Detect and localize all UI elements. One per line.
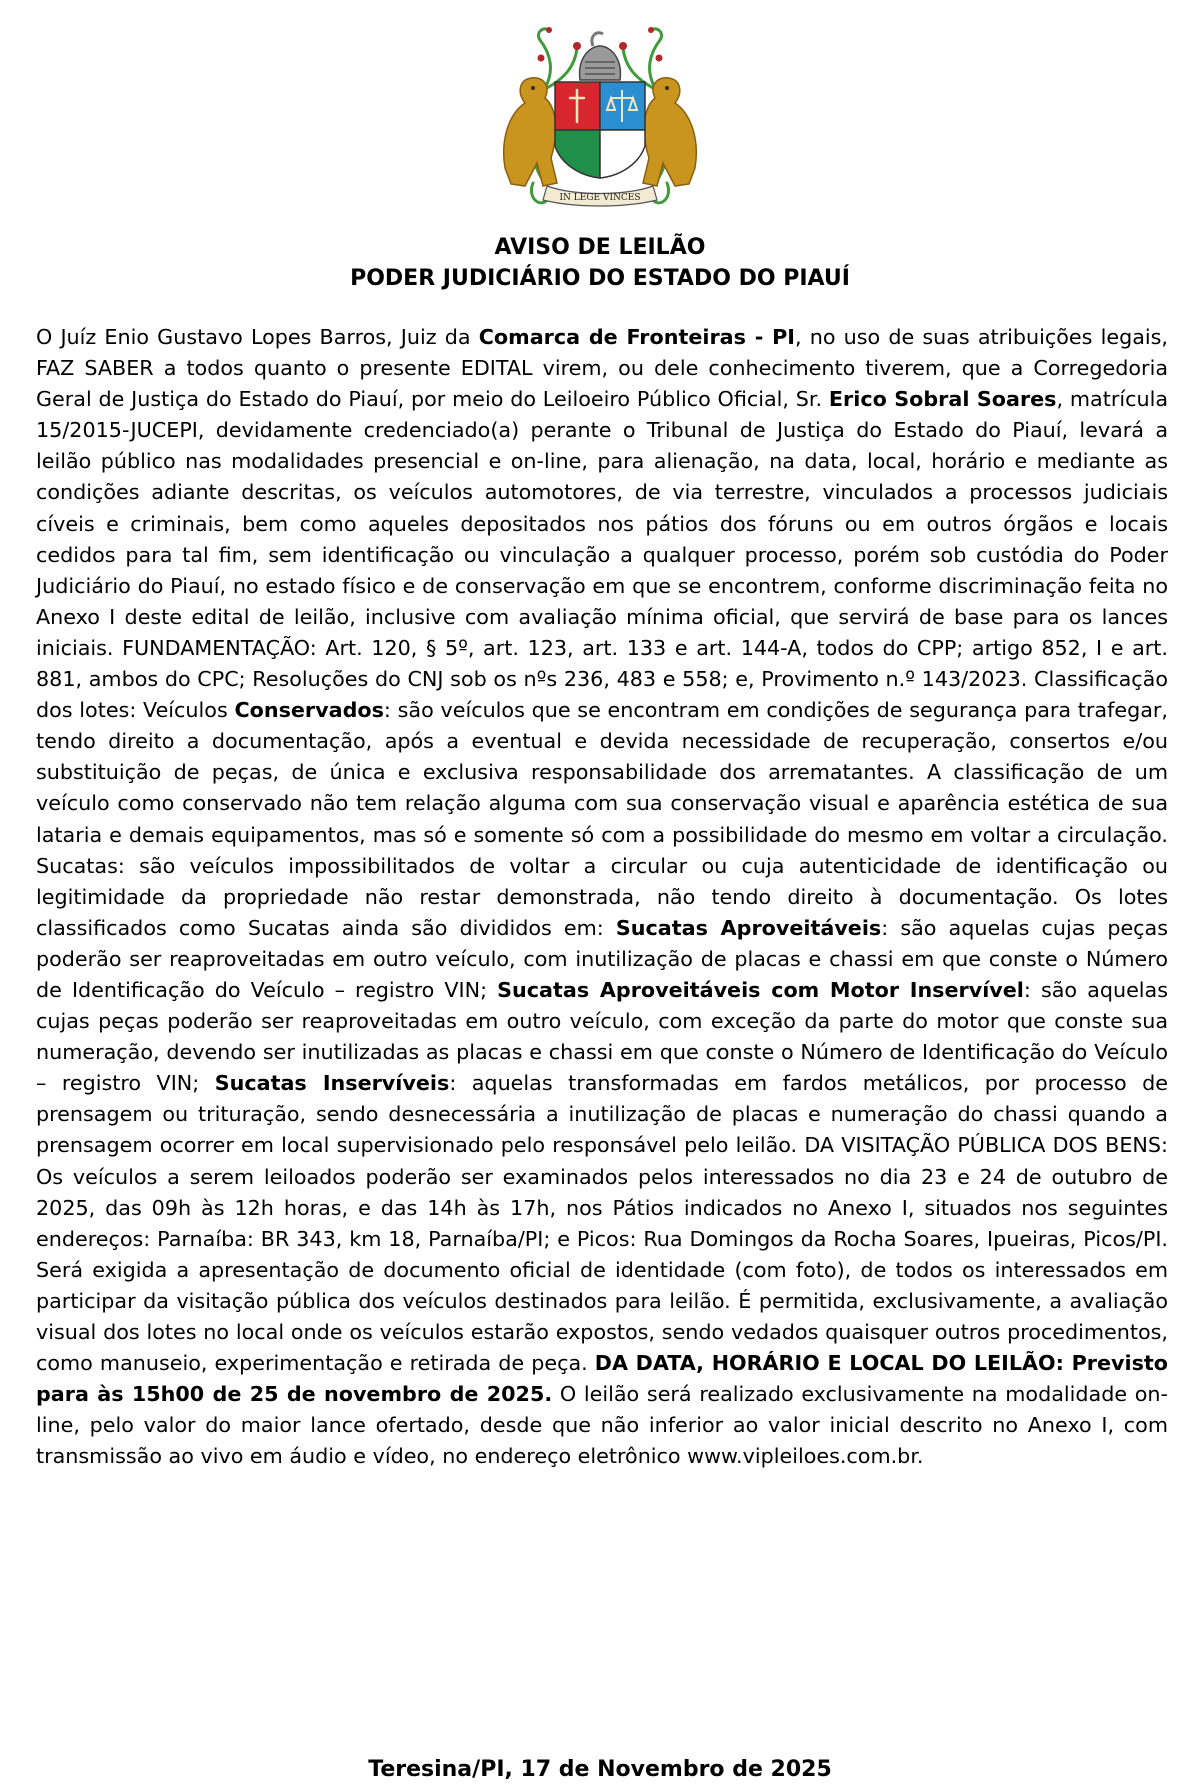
body-bold-sucatas-aproveitaveis: Sucatas Aproveitáveis (615, 915, 882, 940)
edital-body-paragraph (36, 322, 1168, 1472)
body-bold-sucatas-motor-inservivel: Sucatas Aproveitáveis com Motor Inservível (497, 977, 1024, 1002)
body-segment: O leilão será realizado exclusivamente na modalidade on-line, pelo valor do maior lance ofertado, desde que não inferior ao valor inicial descrito no Anexo I, com transmissão ao vivo em áudio e vídeo, no endereço eletrônico www.vipleiloes.com.br. (36, 1382, 1169, 1469)
body-bold-comarca: Comarca de Fronteiras - PI (478, 325, 795, 349)
body-bold-sucatas-inserviveis: Sucatas Inservíveis (214, 1071, 450, 1096)
body-segment: : são veículos que se encontram em condições de segurança para trafegar, tendo direito a documentação, após a eventual e devida necessidade de recuperação, consertos e/ou substituição de peças, de única e exclusiva responsabilidade dos arrematantes. A classificação de um veículo como conservado não tem relação alguma com sua conservação visual e aparência estética de sua lataria e demais equipamentos, mas só e somente só com a possibilidade do mesmo em voltar a circulação. Sucatas: são veículos impossibilitados de voltar a circular ou cuja autenticidade de identificação ou legitimidade da propriedade não restar demonstrada, não tendo direito à documentação. Os lotes classificados como Sucatas ainda são divididos em: (36, 698, 1168, 940)
lion-supporter-left-icon (504, 78, 557, 186)
body-segment: O Juíz Enio Gustavo Lopes Barros, Juiz da (36, 325, 479, 349)
body-bold-data-horario: DA DATA, HORÁRIO E LOCAL DO LEILÃO: Previsto para às 15h00 de 25 de novembro de 2025. (36, 1351, 1168, 1407)
body-segment: : são aquelas cujas peças poderão ser reaproveitadas em outro veículo, com exceção da parte do motor que conste sua numeração, devendo ser inutilizadas as placas e chassi em que conste o Número de Identificação do Veículo – registro VIN; (36, 977, 1169, 1096)
shield-icon (555, 82, 645, 178)
body-bold-conservados: Conservados (234, 698, 384, 723)
body-segment: : são aquelas cujas peças poderão ser reaproveitadas em outro veículo, com inutilização de placas e chassi em que conste o Número de Identificação do Veículo – registro VIN; (36, 915, 1169, 1002)
knight-helmet-icon (580, 33, 621, 80)
coat-of-arms-emblem (485, 18, 715, 214)
body-segment: , matrícula 15/2015-JUCEPI, devidamente credenciado(a) perante o Tribunal de Justiça do Estado do Piauí, levará a leilão público nas modalidades presencial e on-line, para alienação, na data, local, horário e mediante as condições adiante descritas, os veículos automotores, de via terrestre, vinculados a processos judiciais cíveis e criminais, bem como aqueles depositados nos pátios dos fóruns ou em outros órgãos e locais cedidos para tal fim, sem identificação ou vinculação a qualquer processo, porém sob custódia do Poder Judiciário do Piauí, no estado físico e de conservação em que se encontrem, conforme discriminação feita no Anexo I deste edital de leilão, inclusive com avaliação mínima oficial, que servirá de base para os lances iniciais. FUNDAMENTAÇÃO: Art. 120, § 5º, art. 123, art. 133 e art. 144-A, todos do CPP; artigo 852, I e art. 881, ambos do CPC; Resoluções do CNJ sob os nºs 236, 483 e 558; e, Provimento n.º 143/2023. Classificação dos lotes: Veículos (36, 387, 1168, 723)
motto-ribbon (543, 186, 657, 206)
body-segment: , no uso de suas atribuições legais, FAZ SABER a todos quanto o presente EDITAL virem, ou dele conhecimento tiverem, que a Corregedoria Geral de Justiça do Estado do Piauí, por meio do Leiloeiro Público Oficial, Sr. (36, 325, 1168, 412)
motto-text: IN LEGE VINCES (559, 193, 641, 203)
notice-subtitle: PODER JUDICIÁRIO DO ESTADO DO PIAUÍ (350, 266, 850, 291)
notice-title: AVISO DE LEILÃO (494, 235, 706, 260)
body-bold-leiloeiro: Erico Sobral Soares (828, 387, 1057, 412)
heading-block (0, 232, 1200, 294)
place-and-date: Teresina/PI, 17 de Novembro de 2025 (368, 1757, 832, 1782)
lion-supporter-right-icon (643, 78, 696, 186)
body-segment: : aquelas transformadas em fardos metálicos, por processo de prensagem ou trituração, sendo desnecessária a inutilização de placas e numeração do chassi quando a prensagem ocorrer em local supervisionado pelo responsável pelo leilão. DA VISITAÇÃO PÚBLICA DOS BENS: Os veículos a serem leiloados poderão ser examinados pelos interessados no dia 23 e 24 de outubro de 2025, das 09h às 12h horas, e das 14h às 17h, nos Pátios indicados no Anexo I, situados nos seguintes endereços: Parnaíba: BR 343, km 18, Parnaíba/PI; e Picos: Rua Domingos da Rocha Soares, Ipueiras, Picos/PI. Será exigida a apresentação de documento oficial de identidade (com foto), de todos os interessados em participar da visitação pública dos veículos destinados para leilão. É permitida, exclusivamente, a avaliação visual dos lotes no local onde os veículos estarão expostos, sendo vedados quaisquer outros procedimentos, como manuseio, experimentação e retirada de peça. (36, 1071, 1169, 1376)
